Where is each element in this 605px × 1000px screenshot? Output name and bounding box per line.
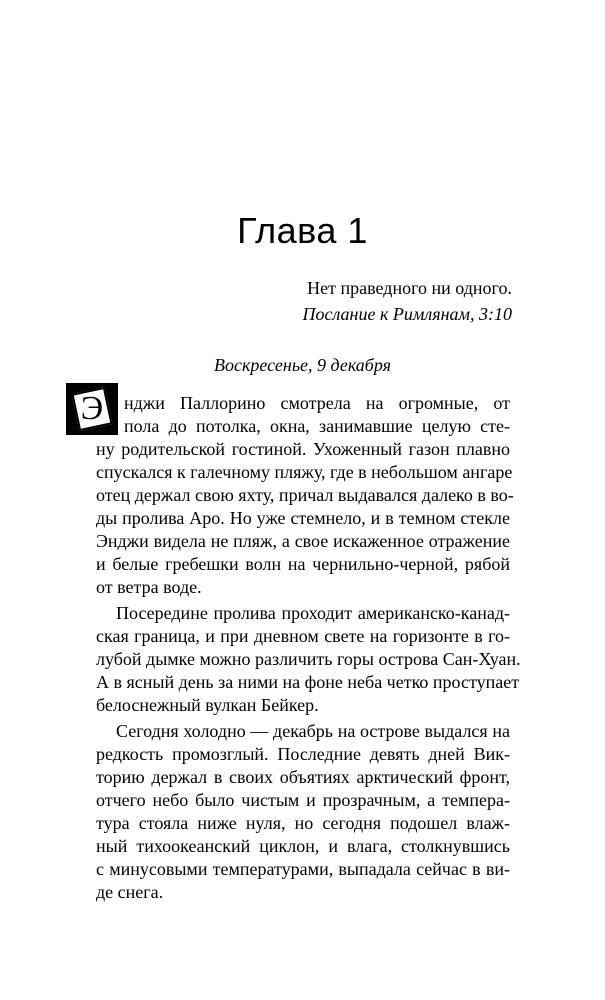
text-line: ный тихоокеанский циклон, и влага, столкнувшись — [96, 836, 510, 856]
text-line: отец держал свою яхту, причал выдавался далеко в во- — [96, 485, 514, 505]
text-line: белоснежный вулкан Бейкер. — [96, 695, 319, 715]
text-line: Посередине пролива проходит американско-канад- — [116, 603, 510, 623]
text-line: от ветра воде. — [96, 577, 202, 597]
section-date: Воскресенье, 9 декабря — [214, 355, 391, 375]
text-line: лубой дымке можно различить горы острова Сан-Хуан. — [96, 649, 521, 669]
text-line: нджи Паллорино смотрела на огромные, от — [124, 393, 510, 413]
text-line: ды пролива Аро. Но уже стемнело, и в темном стекле — [96, 508, 510, 528]
drop-cap — [66, 383, 118, 435]
text-line: ская граница, и при дневном свете на горизонте в го- — [96, 626, 510, 646]
text-line: А в ясный день за ними на фоне неба четко проступает — [96, 672, 520, 692]
epigraph — [302, 275, 512, 327]
chapter-title: Глава 1 — [237, 210, 368, 251]
epigraph-reference: Послание к Римлянам, 3:10 — [302, 304, 512, 324]
text-line: Сегодня холодно — декабрь на острове выдался на — [116, 721, 510, 741]
text-line: пола до потолка, окна, занимавшие целую сте- — [124, 416, 510, 436]
text-line: отчего небо было чистым и прозрачным, а темпера- — [96, 790, 510, 810]
text-line: с минусовыми температурами, выпадала сейчас в ви- — [96, 859, 510, 879]
text-line: тура стояла ниже нуля, но сегодня подошел влаж- — [96, 813, 510, 833]
text-line: спускался к галечному пляжу, где в небольшом ангаре — [96, 462, 513, 482]
text-line: ну родительской гостиной. Ухоженный газон плавно — [96, 439, 510, 459]
epigraph-text: Нет праведного ни одного. — [307, 278, 512, 298]
text-line: торию держал в своих объятиях арктический фронт, — [96, 767, 510, 787]
text-line: Энджи видела не пляж, а свое искаженное отражение — [96, 531, 510, 551]
text-line: де снега. — [96, 882, 164, 902]
text-line: и белые гребешки волн на чернильно-черной, рябой — [96, 554, 510, 574]
drop-cap-letter: Э — [80, 390, 104, 427]
text-line: редкость промозглый. Последние девять дней Вик- — [96, 744, 510, 764]
